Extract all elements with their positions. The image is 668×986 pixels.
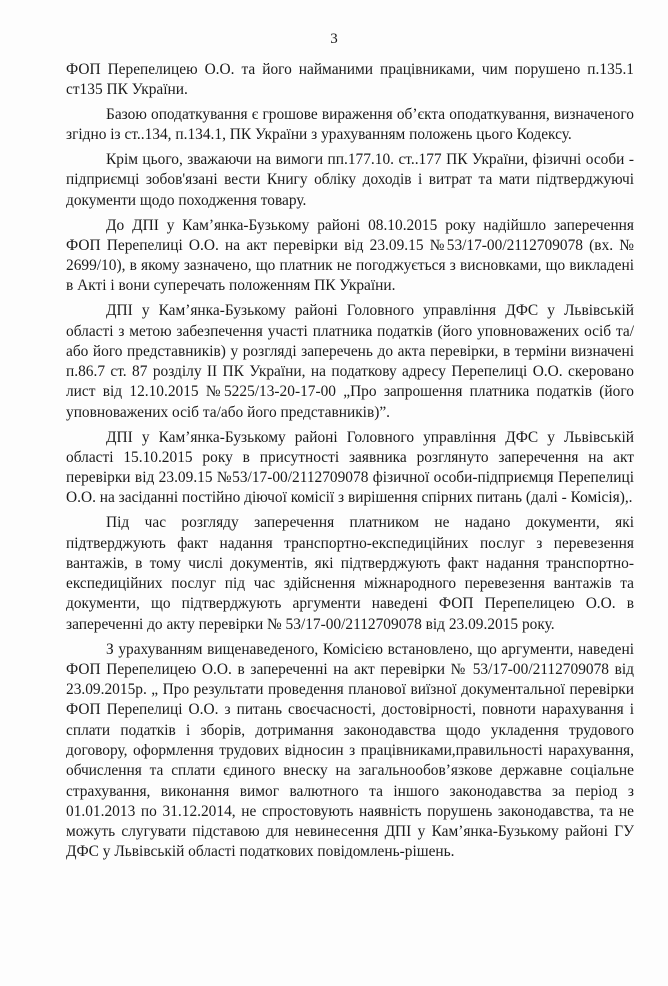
paragraph: З урахуванням вищенаведеного, Комісією встановлено, що аргументи, наведені ФОП Перепелицею О.О. в запереченні на акт перевірки № 53/17-00/2112709078 від 23.09.2015р. „ Про результати проведення планової виїзної документальної перевірки ФОП Перепелиці О.О. з питань своєчасності, достовірності, повноти нарахування і сплати податків і зборів, дотримання законодавства щодо укладення трудового договору, оформлення трудових відносин з працівниками,правильності нарахування, обчислення та сплати єдиного внеску на загальнообов’язкове державне соціальне страхування, виконання вимог валютного та іншого законодавства за період з 01.01.2013 по 31.12.2014, не спростовують наявність порушень законодавства, та не можуть слугувати підставою для невинесення ДПІ у Кам’янка-Бузькому районі ГУ ДФС у Львівській області податкових повідомлень-рішень. xyxy=(66,640,634,861)
paragraph: Під час розгляду заперечення платником не надано документи, які підтверджують факт надання транспортно-експедиційних послуг з перевезення вантажів, в тому числі документів, які підтверджують факт надання транспортно-експедиційних послуг під час здійснення міжнародного перевезення вантажів та документи, що підтверджують аргументи наведені ФОП Перепелицею О.О. в запереченні до акту перевірки № 53/17-00/2112709078 від 23.09.2015 року. xyxy=(66,514,634,633)
paragraph: ФОП Перепелицею О.О. та його найманими працівниками, чим порушено п.135.1 ст135 ПК України. xyxy=(66,61,634,99)
paragraph: Крім цього, зважаючи на вимоги пп.177.10. ст..177 ПК України, фізичні особи - підприємці зобов'язані вести Книгу обліку доходів і витрат та мати підтверджуючі документи щодо походження товару. xyxy=(66,151,634,209)
paragraph: До ДПІ у Кам’янка-Бузькому районі 08.10.2015 року надійшло заперечення ФОП Перепелиці О.О. на акт перевірки від 23.09.15 №53/17-00/2112709078 (вх. № 2699/10), в якому зазначено, що платник не погоджується з висновками, що викладені в Акті і вони суперечать положенням ПК України. xyxy=(66,216,634,295)
body-text xyxy=(66,60,634,867)
page-number: 3 xyxy=(330,31,338,47)
paragraph: Базою оподаткування є грошове вираження об’єкта оподаткування, визначеного згідно із ст..134, п.134.1, ПК України з урахуванням положень цього Кодексу. xyxy=(66,106,634,144)
paragraph: ДПІ у Кам’янка-Бузькому районі Головного управління ДФС у Львівській області з метою забезпечення участі платника податків (його уповноважених осіб та/або його представників) у розгляді заперечень до акта перевірки, в терміни визначені п.86.7 ст. 87 розділу ІІ ПК України, на податкову адресу Перепелиці О.О. скеровано лист від 12.10.2015 №5225/13-20-17-00 „Про запрошення платника податків (його уповноважених осіб та/або його представників)”. xyxy=(66,302,634,421)
paragraph: ДПІ у Кам’янка-Бузькому районі Головного управління ДФС у Львівській області 15.10.2015 року в присутності заявника розглянуто заперечення на акт перевірки від 23.09.15 №53/17-00/2112709078 фізичної особи-підприємця Перепелиці О.О. на засіданні постійно діючої комісії з вирішення спірних питань (далі - Комісія),. xyxy=(66,428,634,507)
